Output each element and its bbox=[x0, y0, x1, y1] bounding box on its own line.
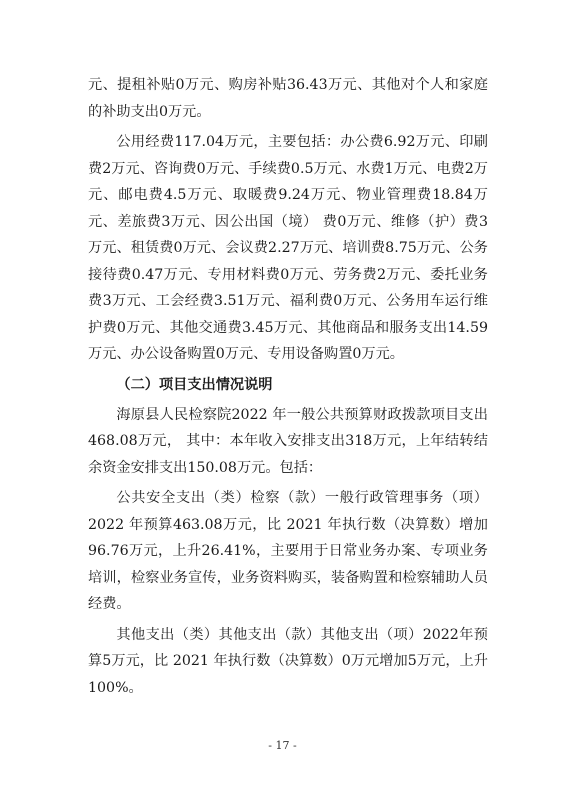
section-heading: （二）项目支出情况说明 bbox=[116, 376, 273, 393]
paragraph-public-expenses: 公用经费117.04万元，主要包括：办公费6.92万元、印刷费2万元、咨询费0万元、手续费0.5万元、水费1万元、电费2万元、邮电费4.5万元、取暖费9.24万元、物业管理费18.84万元、差旅费3万元、因公出国（境） 费0万元、维修（护）费3万元、租赁费0万元、会议费2.27万元、培训费8.75万元、公务接待费0.47万元、专用材料费0万元、劳务费2万元、委托业务费3万元、工会经费3.51万元、福利费0万元、公务用车运行维护费0万元、其他交通费3.45万元、其他商品和服务支出14.59万元、办公设备购置0万元、专用设备购置0万元。 bbox=[88, 134, 488, 362]
document-body bbox=[88, 72, 488, 705]
paragraph-personal-subsidy: 元、提租补贴0万元、购房补贴36.43万元、其他对个人和家庭的补助支出0万元。 bbox=[88, 77, 488, 120]
paragraph-public-safety: 公共安全支出（类）检察（款）一般行政管理事务（项）2022 年预算463.08万元，比 2021 年执行数（决算数）增加96.76万元，上升26.41%，主要用于日常业务办案、专项业务培训，检察业务宣传，业务资料购买，装备购置和检察辅助人员经费。 bbox=[88, 490, 488, 612]
paragraph-project-expenditure: 海原县人民检察院2022 年一般公共预算财政拨款项目支出468.08万元， 其中：本年收入安排支出318万元，上年结转结余资金安排支出150.08万元。包括： bbox=[88, 406, 488, 476]
page-number: - 17 - bbox=[268, 739, 297, 752]
paragraph-other-expenditure: 其他支出（类）其他支出（款）其他支出（项）2022年预算5万元，比 2021 年执行数（决算数）0万元增加5万元，上升100%。 bbox=[88, 626, 488, 696]
